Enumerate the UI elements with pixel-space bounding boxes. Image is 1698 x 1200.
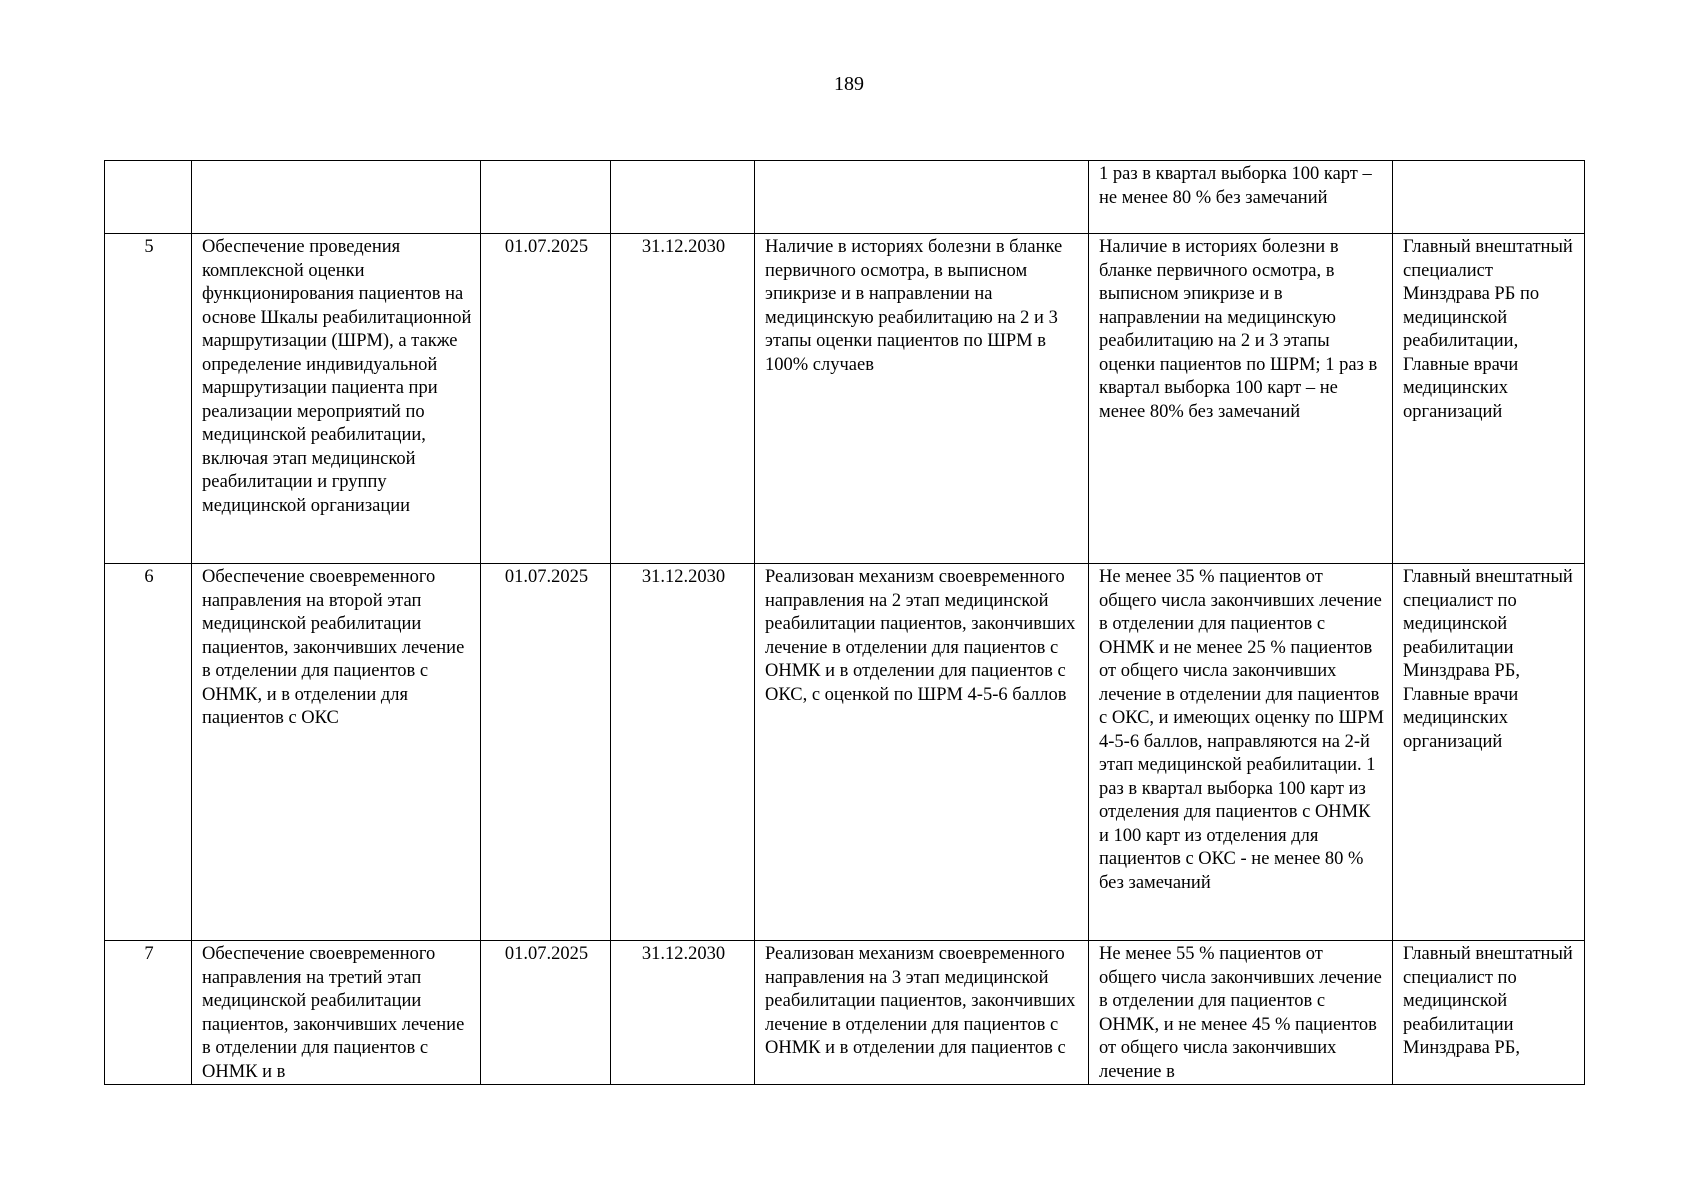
row-number-cell: 7	[105, 941, 192, 1085]
row-number-cell: 6	[105, 564, 192, 941]
indicator-cell: Не менее 35 % пациентов от общего числа закончивших лечение в отделении для пациентов с ОНМК и не менее 25 % пациентов от общего числа закончивших лечение в отделении для пациентов с ОКС, и имеющих оценку по ШРМ 4-5-6 баллов, направляются на 2-й этап медицинской реабилитации. 1 раз в квартал выборка 100 карт из отделения для пациентов с ОНМК и 100 карт из отделения для пациентов с ОКС - не менее 80 % без замечаний	[1089, 564, 1393, 941]
indicator-cell: 1 раз в квартал выборка 100 карт – не менее 80 % без замечаний	[1089, 161, 1393, 234]
table-row	[105, 234, 1585, 564]
end-date-cell: 31.12.2030	[611, 564, 755, 941]
page-number: 189	[834, 73, 864, 95]
task-cell: Обеспечение проведения комплексной оценки функционирования пациентов на основе Шкалы реабилитационной маршрутизации (ШРМ), а также определение индивидуальной маршрутизации пациента при реализации мероприятий по медицинской реабилитации, включая этап медицинской реабилитации и группу медицинской организации	[192, 234, 481, 564]
table-row	[105, 161, 1585, 234]
responsible-cell	[1393, 161, 1585, 234]
responsible-cell: Главный внештатный специалист Минздрава РБ по медицинской реабилитации, Главные врачи медицинских организаций	[1393, 234, 1585, 564]
start-date-cell: 01.07.2025	[481, 564, 611, 941]
indicator-cell: Наличие в историях болезни в бланке первичного осмотра, в выписном эпикризе и в направлении на медицинскую реабилитацию на 2 и 3 этапы оценки пациентов по ШРМ; 1 раз в квартал выборка 100 карт – не менее 80% без замечаний	[1089, 234, 1393, 564]
task-cell	[192, 161, 481, 234]
row-number-cell: 5	[105, 234, 192, 564]
result-cell: Реализован механизм своевременного направления на 3 этап медицинской реабилитации пациентов, закончивших лечение в отделении для пациентов с ОНМК и в отделении для пациентов с	[755, 941, 1089, 1085]
end-date-cell	[611, 161, 755, 234]
start-date-cell: 01.07.2025	[481, 941, 611, 1085]
end-date-cell: 31.12.2030	[611, 941, 755, 1085]
start-date-cell	[481, 161, 611, 234]
table-row	[105, 564, 1585, 941]
indicator-cell: Не менее 55 % пациентов от общего числа закончивших лечение в отделении для пациентов с ОНМК, и не менее 45 % пациентов от общего числа закончивших лечение в	[1089, 941, 1393, 1085]
table-row	[105, 941, 1585, 1085]
row-number-cell	[105, 161, 192, 234]
result-cell: Реализован механизм своевременного направления на 2 этап медицинской реабилитации пациентов, закончивших лечение в отделении для пациентов с ОНМК и в отделении для пациентов с ОКС, с оценкой по ШРМ 4-5-6 баллов	[755, 564, 1089, 941]
start-date-cell: 01.07.2025	[481, 234, 611, 564]
task-cell: Обеспечение своевременного направления на третий этап медицинской реабилитации пациентов, закончивших лечение в отделении для пациентов с ОНМК и в	[192, 941, 481, 1085]
responsible-cell: Главный внештатный специалист по медицинской реабилитации Минздрава РБ, Главные врачи медицинских организаций	[1393, 564, 1585, 941]
result-cell	[755, 161, 1089, 234]
responsible-cell: Главный внештатный специалист по медицинской реабилитации Минздрава РБ,	[1393, 941, 1585, 1085]
result-cell: Наличие в историях болезни в бланке первичного осмотра, в выписном эпикризе и в направлении на медицинскую реабилитацию на 2 и 3 этапы оценки пациентов по ШРМ в 100% случаев	[755, 234, 1089, 564]
action-plan-table	[104, 160, 1585, 1085]
task-cell: Обеспечение своевременного направления на второй этап медицинской реабилитации пациентов, закончивших лечение в отделении для пациентов с ОНМК, и в отделении для пациентов с ОКС	[192, 564, 481, 941]
end-date-cell: 31.12.2030	[611, 234, 755, 564]
